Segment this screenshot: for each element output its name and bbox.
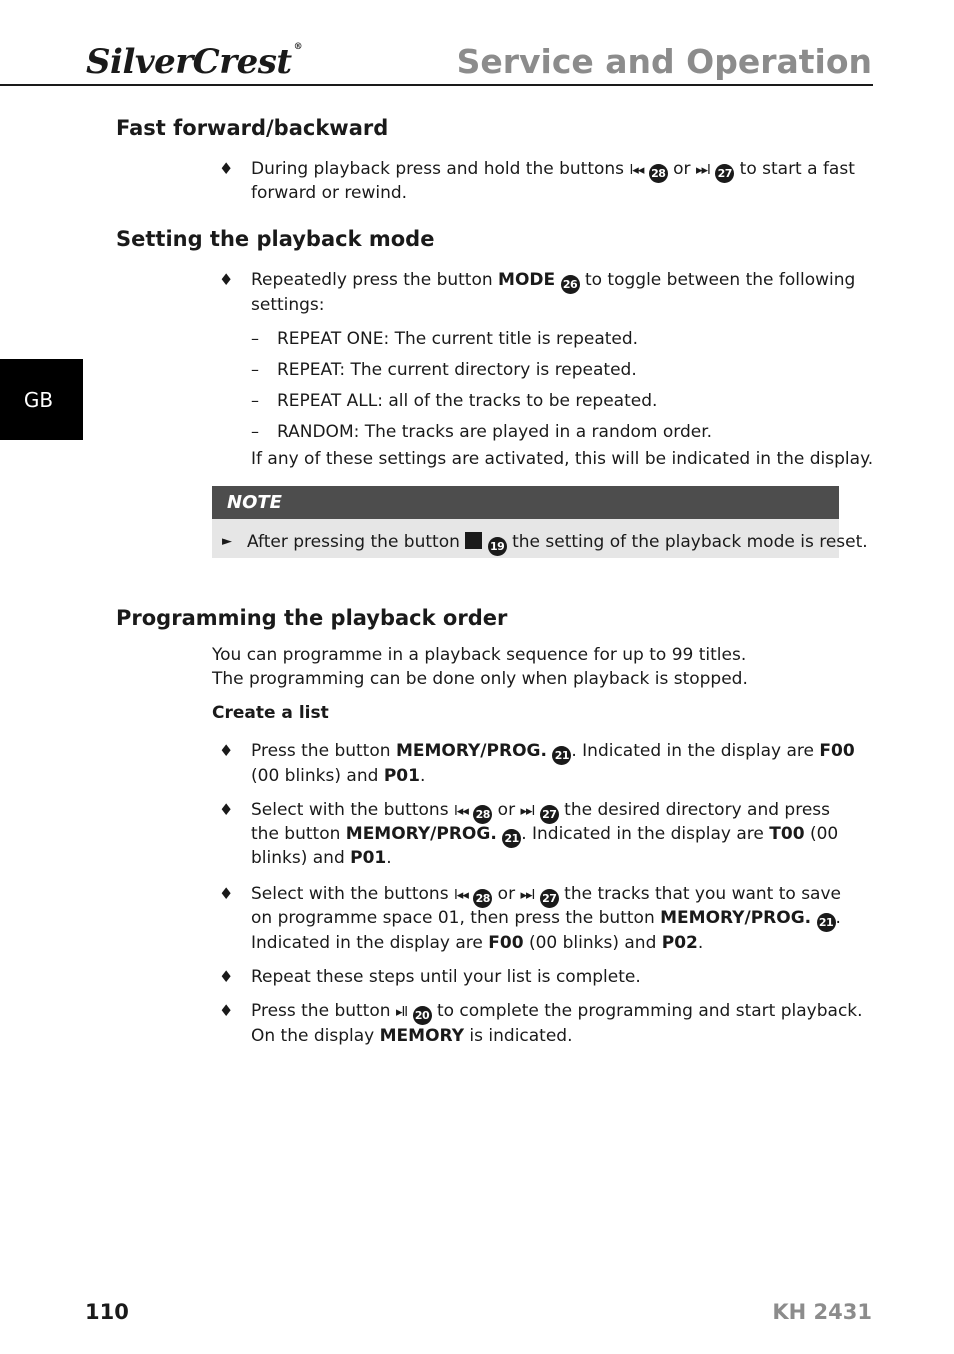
display-code: P02 xyxy=(661,933,698,953)
text: on programme space 01, then press the button xyxy=(251,908,655,928)
bullet-icon: ♦ xyxy=(219,1001,234,1020)
dash-icon: – xyxy=(251,422,259,441)
section-heading-fast-forward: Fast forward/backward xyxy=(116,116,389,140)
text: Indicated in the display are xyxy=(251,933,483,953)
button-name: MEMORY/PROG. xyxy=(660,908,812,928)
text: Select with the buttons xyxy=(251,800,449,820)
text: the button xyxy=(251,824,341,844)
paragraph-line xyxy=(251,931,703,955)
text: (00 xyxy=(809,824,839,844)
note-text xyxy=(247,530,868,556)
reference-number: 28 xyxy=(473,805,492,824)
dash-icon: – xyxy=(251,329,259,348)
paragraph-line: You can programme in a playback sequence for up to 99 titles. xyxy=(212,645,747,665)
list-item: RANDOM: The tracks are played in a random order. xyxy=(277,422,713,442)
button-name: MEMORY/PROG. xyxy=(395,741,547,761)
text: blinks) and xyxy=(251,848,345,868)
reference-number: 27 xyxy=(540,805,559,824)
bullet-icon: ♦ xyxy=(219,159,234,178)
text: . xyxy=(835,908,841,928)
skip-forward-icon: ▸▸I xyxy=(520,888,535,903)
text: (00 blinks) and xyxy=(251,766,379,786)
stop-icon xyxy=(465,532,482,549)
note-heading: NOTE xyxy=(212,486,839,519)
bullet-icon: ♦ xyxy=(219,800,234,819)
text: the tracks that you want to save xyxy=(564,884,841,904)
skip-back-icon: I◂◂ xyxy=(453,804,468,819)
text: is indicated. xyxy=(469,1026,573,1046)
dash-icon: – xyxy=(251,391,259,410)
paragraph-line: The programming can be done only when playback is stopped. xyxy=(212,669,748,689)
subheading-create-list: Create a list xyxy=(212,703,329,723)
text: . Indicated in the display are xyxy=(521,824,764,844)
text: the desired directory and press xyxy=(564,800,830,820)
paragraph-line: Repeat these steps until your list is complete. xyxy=(251,967,641,987)
text: Press the button xyxy=(251,1001,391,1021)
paragraph-line xyxy=(251,268,855,294)
text: . xyxy=(697,933,704,953)
paragraph-line xyxy=(251,906,841,932)
list-item: REPEAT ONE: The current title is repeated. xyxy=(277,329,639,349)
display-code: F00 xyxy=(819,741,855,761)
text: or xyxy=(673,159,691,179)
skip-forward-icon: ▸▸I xyxy=(520,804,535,819)
section-heading-programming: Programming the playback order xyxy=(116,606,508,630)
paragraph-line xyxy=(251,157,855,183)
bullet-icon: ♦ xyxy=(219,270,234,289)
paragraph-line xyxy=(251,846,392,870)
text: the setting of the playback mode is reset. xyxy=(512,532,868,552)
paragraph-line: If any of these settings are activated, this will be indicated in the display. xyxy=(251,449,874,469)
section-heading-playback-mode: Setting the playback mode xyxy=(116,227,435,251)
reference-number: 27 xyxy=(715,164,734,183)
display-code: F00 xyxy=(488,933,524,953)
paragraph-line: forward or rewind. xyxy=(251,183,408,203)
display-code: P01 xyxy=(350,848,387,868)
display-code: MEMORY xyxy=(379,1026,465,1046)
reference-number: 21 xyxy=(552,746,571,765)
button-name: MODE xyxy=(498,270,556,290)
paragraph-line xyxy=(251,822,838,848)
button-name: MEMORY/PROG. xyxy=(345,824,497,844)
text: or xyxy=(497,884,516,904)
display-code: T00 xyxy=(769,824,805,844)
reference-number: 28 xyxy=(473,889,492,908)
list-item: REPEAT: The current directory is repeated. xyxy=(277,360,637,380)
paragraph-line: settings: xyxy=(251,295,325,315)
brand-name: SilverCrest xyxy=(86,42,292,82)
text: Repeatedly press the button xyxy=(251,270,493,290)
text: Press the button xyxy=(251,741,391,761)
paragraph-line xyxy=(251,798,830,824)
text: or xyxy=(497,800,516,820)
list-item: REPEAT ALL: all of the tracks to be repeated. xyxy=(277,391,658,411)
skip-back-icon: I◂◂ xyxy=(629,163,644,178)
model-number: KH 2431 xyxy=(772,1300,872,1324)
paragraph-line xyxy=(251,882,841,908)
display-code: P01 xyxy=(383,766,420,786)
page-title: Service and Operation xyxy=(456,42,872,81)
header-divider xyxy=(0,84,873,86)
bullet-icon: ♦ xyxy=(219,884,234,903)
reference-number: 20 xyxy=(413,1006,432,1025)
paragraph-line xyxy=(251,1024,573,1048)
text: . xyxy=(419,766,426,786)
reference-number: 21 xyxy=(817,913,836,932)
text: After pressing the button xyxy=(247,532,460,552)
play-pause-icon: ▸II xyxy=(395,1005,408,1020)
dash-icon: – xyxy=(251,360,259,379)
reference-number: 27 xyxy=(540,889,559,908)
paragraph-line xyxy=(251,999,863,1025)
reference-number: 19 xyxy=(488,537,507,556)
text: to complete the programming and start playback. xyxy=(436,1001,863,1021)
paragraph-line xyxy=(251,764,425,788)
text: to start a fast xyxy=(739,159,855,179)
text: During playback press and hold the buttons xyxy=(251,159,625,179)
paragraph-line xyxy=(251,739,855,765)
arrow-icon: ► xyxy=(222,534,232,549)
text: On the display xyxy=(251,1026,375,1046)
brand-logo xyxy=(86,42,302,82)
registered-mark: ® xyxy=(293,42,303,52)
bullet-icon: ♦ xyxy=(219,741,234,760)
skip-forward-icon: ▸▸I xyxy=(695,163,710,178)
text: . xyxy=(386,848,392,868)
text: . Indicated in the display are xyxy=(571,741,815,761)
reference-number: 21 xyxy=(502,829,521,848)
text: Select with the buttons xyxy=(251,884,449,904)
skip-back-icon: I◂◂ xyxy=(453,888,468,903)
text: to toggle between the following xyxy=(584,270,856,290)
page-number: 110 xyxy=(85,1300,129,1324)
bullet-icon: ♦ xyxy=(219,967,234,986)
reference-number: 28 xyxy=(649,164,668,183)
reference-number: 26 xyxy=(561,275,580,294)
text: (00 blinks) and xyxy=(528,933,657,953)
language-tab: GB xyxy=(0,359,83,440)
